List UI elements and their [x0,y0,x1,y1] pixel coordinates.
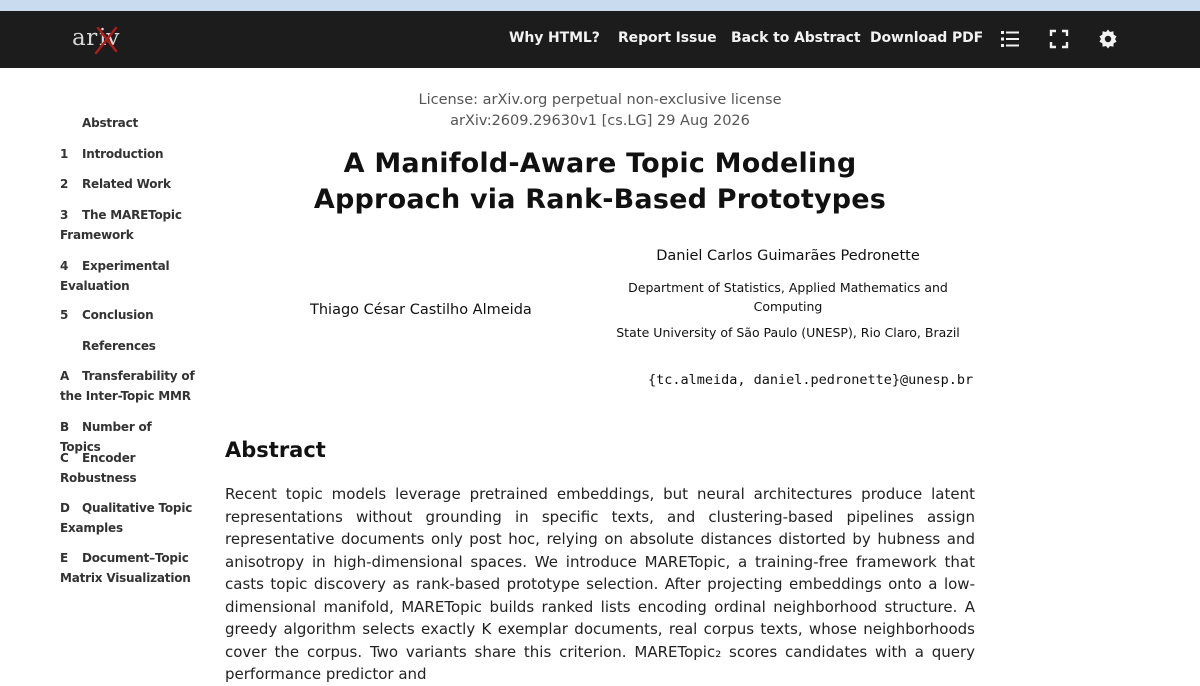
download-pdf-link[interactable]: Download PDF [870,30,984,46]
list-icon[interactable] [998,27,1022,51]
toc-item-qualitative-examples[interactable]: D Qualitative Topic Examples [60,501,193,535]
affiliation-line-2: Computing [753,299,823,314]
toc-item-transferability[interactable]: A Transferability of the Inter-Topic MMR [60,369,195,403]
paper-license-block [225,90,975,132]
affiliation-line-3: State University of São Paulo (UNESP), Rio Claro, Brazil [616,325,960,340]
author-name-2: Daniel Carlos Guimarães Pedronette [656,248,920,264]
affiliation-line-1: Department of Statistics, Applied Mathematics and [628,280,948,295]
toc-item-encoder-robustness[interactable]: C Encoder Robustness [60,451,137,485]
author-email: {tc.almeida, daniel.pedronette}@unesp.br [648,372,974,388]
license-text: License: arXiv.org perpetual non-exclusive license [418,92,782,108]
abstract-text: Recent topic models leverage pretrained embeddings, but neural architectures produce latent representations without grounding in specific texts, and clustering-based pipelines assign representative documents only post hoc, relying on absolute distances distorted by hubness and anisotropy in high-dimensional spaces. We introduce MARETopic, a training-free framework that casts topic discovery as rank-based prototype selection. After projecting embeddings onto a low-dimensional manifold, MARETopic builds ranked lists encoding ordinal neighborhood structure. A greedy algorithm selects exactly K exemplar documents, real corpus texts, whose neighborhoods cover the corpus. Two variants share this criterion. MARETopic₂ scores candidates with a query performance predictor and [225,485,975,683]
arxiv-logo[interactable] [72,23,144,55]
arxiv-identifier: arXiv:2609.29630v1 [cs.LG] 29 Aug 2026 [450,113,750,129]
back-to-abstract-link[interactable]: Back to Abstract [731,30,861,46]
svg-text:ar: ar [72,25,98,51]
toc-item-maretopic-framework[interactable]: 3 The MARETopic Framework [60,208,182,242]
toc-item-number-of-topics[interactable]: B Number of Topics [60,420,152,454]
toc-item-experimental-evaluation[interactable]: 4 Experimental Evaluation [60,259,170,293]
abstract-heading: Abstract [225,438,326,462]
report-issue-link[interactable]: Report Issue [618,30,717,46]
toc-item-references[interactable]: References [82,339,156,353]
arxiv-header-bar [0,11,1200,68]
title-line-1: A Manifold-Aware Topic Modeling [343,148,857,179]
svg-text:iv: iv [99,25,120,51]
fullscreen-icon[interactable] [1047,27,1071,51]
toc-item-introduction[interactable]: 1 Introduction [60,147,164,161]
author-name-1: Thiago César Castilho Almeida [310,302,532,318]
toc-item-related-work[interactable]: 2 Related Work [60,177,171,191]
settings-gear-icon[interactable] [1096,27,1120,51]
why-html-link[interactable]: Why HTML? [509,30,600,46]
paper-title [225,146,975,218]
title-line-2: Approach via Rank-Based Prototypes [313,184,887,215]
toc-item-conclusion[interactable]: 5 Conclusion [60,308,154,322]
browser-notification-strip [0,0,1200,11]
toc-item-document-topic-matrix[interactable]: E Document–Topic Matrix Visualization [60,551,191,585]
toc-item-abstract[interactable]: Abstract [82,116,139,130]
